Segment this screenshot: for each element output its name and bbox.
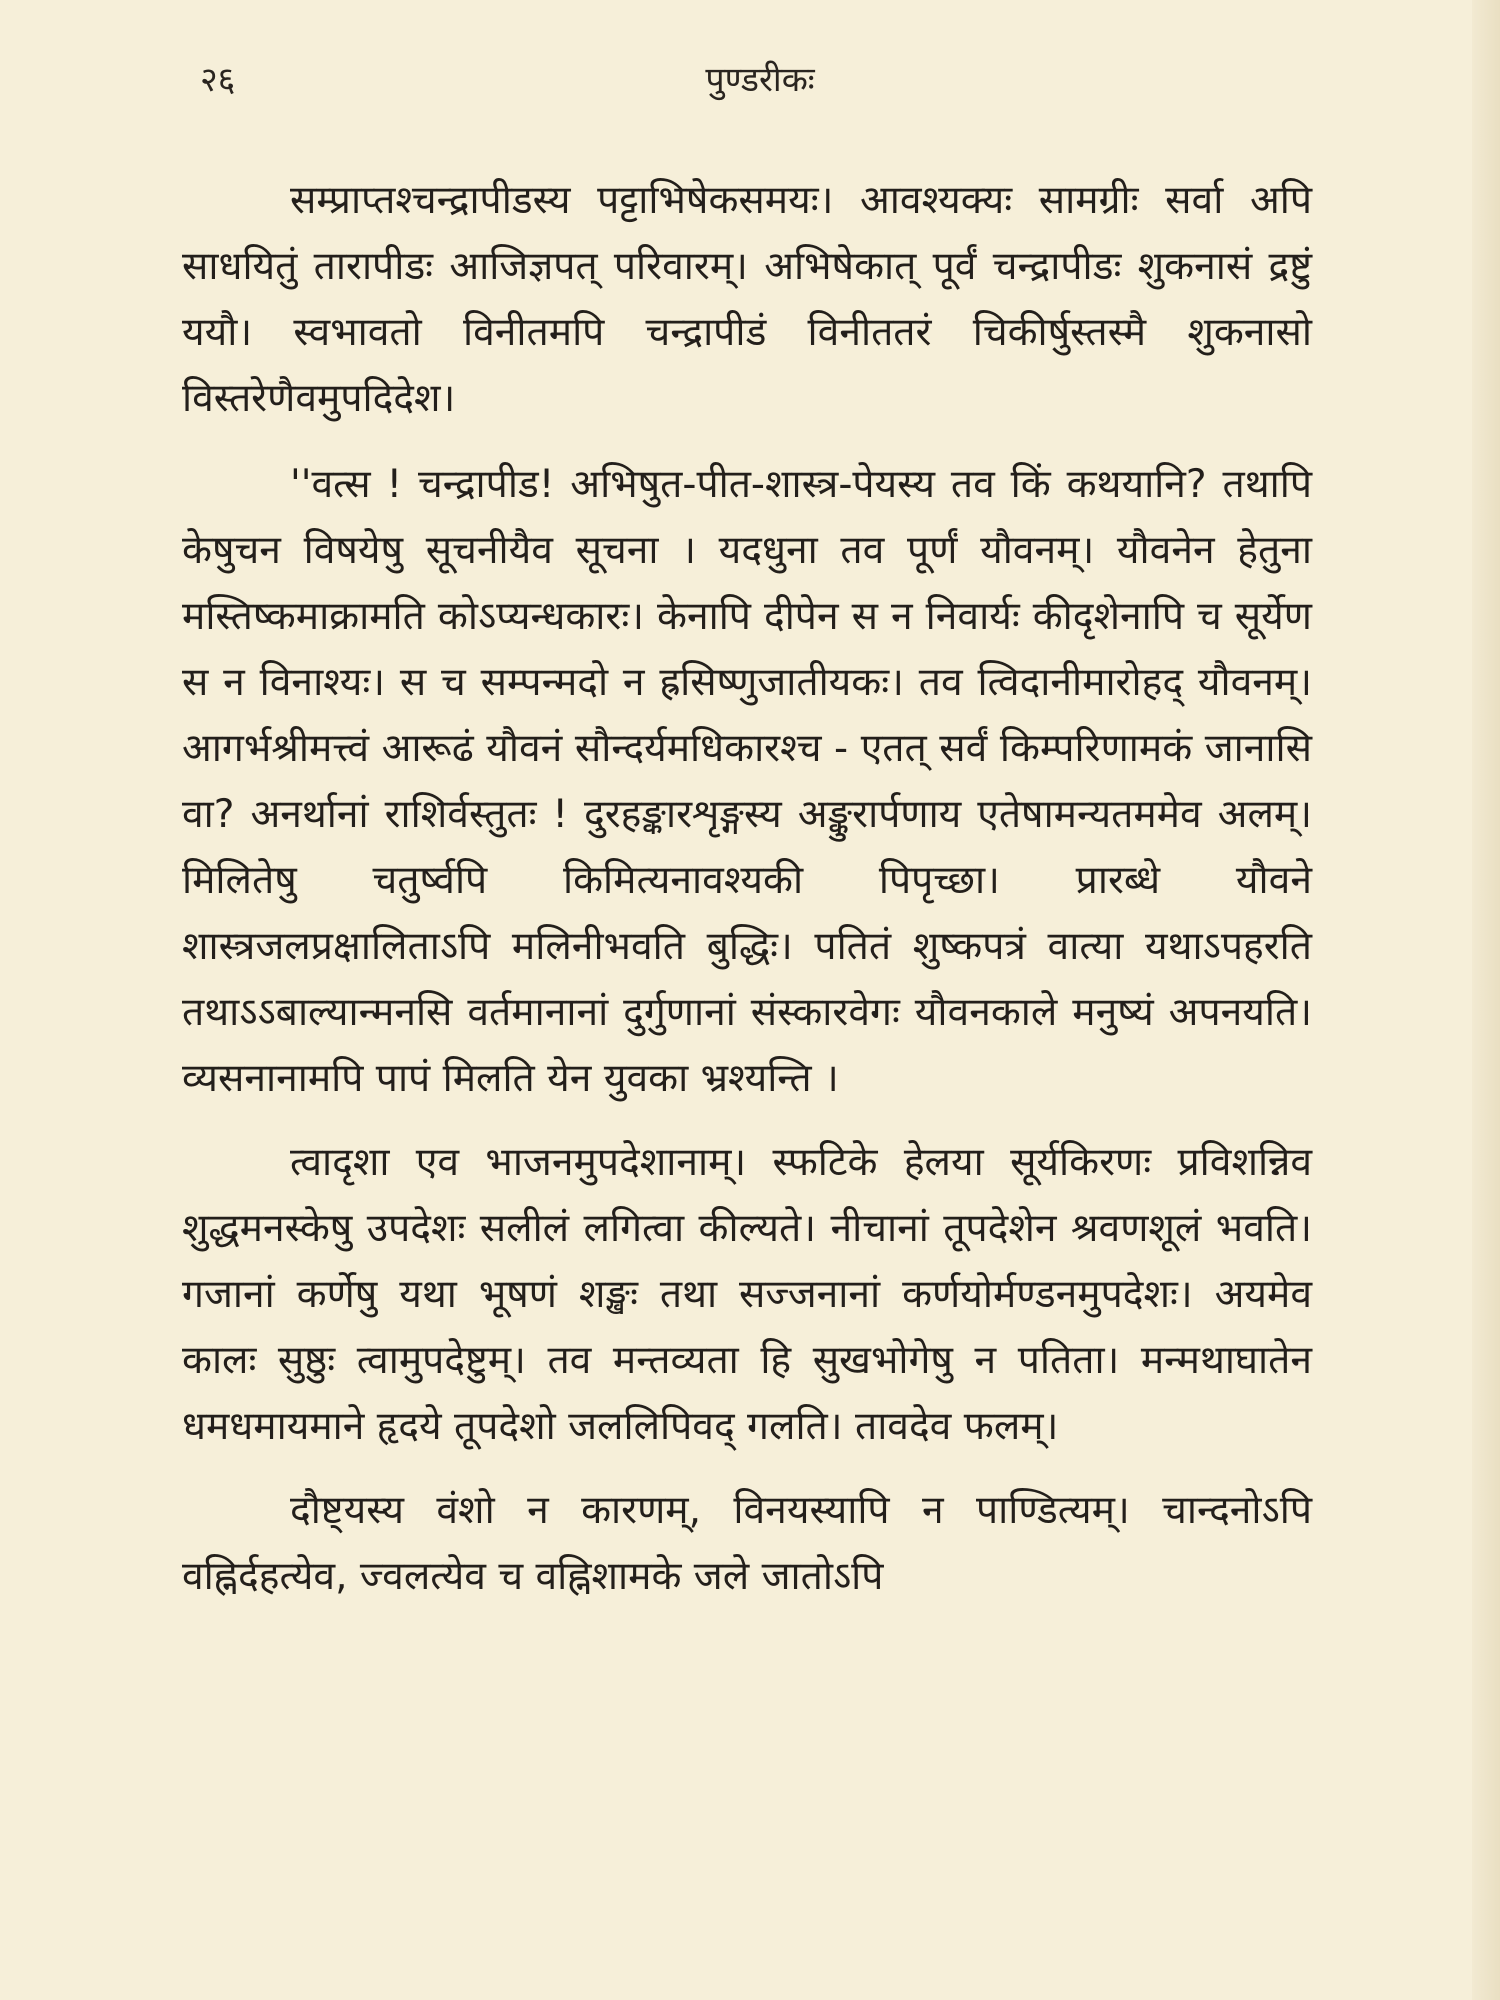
running-head — [200, 55, 1320, 115]
paragraph-4: दौष्ट्यस्य वंशो न कारणम्, विनयस्यापि न पाण्डित्यम्। चान्दनोऽपि वह्निर्दहत्येव, ज्वलत्येव च वह्निशामके जले जातोऽपि — [182, 1488, 1312, 1599]
paragraph-1: सम्प्राप्तश्चन्द्रापीडस्य पट्टाभिषेकसमयः। आवश्यक्यः सामग्रीः सर्वा अपि साधयितुं तारापीडः आजिज्ञपत् परिवारम्। अभिषेकात् पूर्वं चन्द्रापीडः शुकनासं द्रष्टुं ययौ। स्वभावतो विनीतमपि चन्द्रापीडं विनीततरं चिकीर्षुस्तस्मै शुकनासो विस्तरेणैवमुपदिदेश। — [182, 178, 1312, 421]
page-edge — [1472, 0, 1500, 2000]
paragraph-3: त्वादृशा एव भाजनमुपदेशानाम्। स्फटिके हेलया सूर्यकिरणः प्रविशन्निव शुद्धमनस्केषु उपदेशः सलीलं लगित्वा कील्यते। नीचानां तूपदेशेन श्रवणशूलं भवति। गजानां कर्णेषु यथा भूषणं शङ्खः तथा सज्जनानां कर्णयोर्मण्डनमुपदेशः। अयमेव कालः सुष्ठुः त्वामुपदेष्टुम्। तव मन्तव्यता हि सुखभोगेषु न पतिता। मन्मथाघातेन धमधमायमाने हृदये तूपदेशो जललिपिवद् गलति। तावदेव फलम्। — [182, 1140, 1312, 1449]
page-number: २६ — [200, 60, 236, 100]
running-title: पुण्डरीकः — [705, 60, 815, 100]
paragraph-2: ''वत्स ! चन्द्रापीड! अभिषुत-पीत-शास्त्र-पेयस्य तव किं कथयानि? तथापि केषुचन विषयेषु सूचनीयैव सूचना । यदधुना तव पूर्णं यौवनम्। यौवनेन हेतुना मस्तिष्कमाक्रामति कोऽप्यन्धकारः। केनापि दीपेन स न निवार्यः कीदृशेनापि च सूर्येण स न विनाश्यः। स च सम्पन्मदो न ह्रसिष्णुजातीयकः। तव त्विदानीमारोहद् यौवनम्। आगर्भश्रीमत्त्वं आरूढं यौवनं सौन्दर्यमधिकारश्च - एतत् सर्वं किम्परिणामकं जानासि वा? अनर्थानां राशिर्वस्तुतः ! दुरहङ्कारशृङ्गस्य अङ्कुरार्पणाय एतेषामन्यतममेव अलम्। मिलितेषु चतुर्ष्वपि किमित्यनावश्यकी पिपृच्छा। प्रारब्धे यौवने शास्त्रजलप्रक्षालिताऽपि मलिनीभवति बुद्धिः। पतितं शुष्कपत्रं वात्या यथाऽपहरति तथाऽऽबाल्यान्मनसि वर्तमानानां दुर्गुणानां संस्कारवेगः यौवनकाले मनुष्यं अपनयति। व्यसनानामपि पापं मिलति येन युवका भ्रश्यन्ति । — [182, 462, 1312, 1101]
body-text — [182, 168, 1312, 1628]
